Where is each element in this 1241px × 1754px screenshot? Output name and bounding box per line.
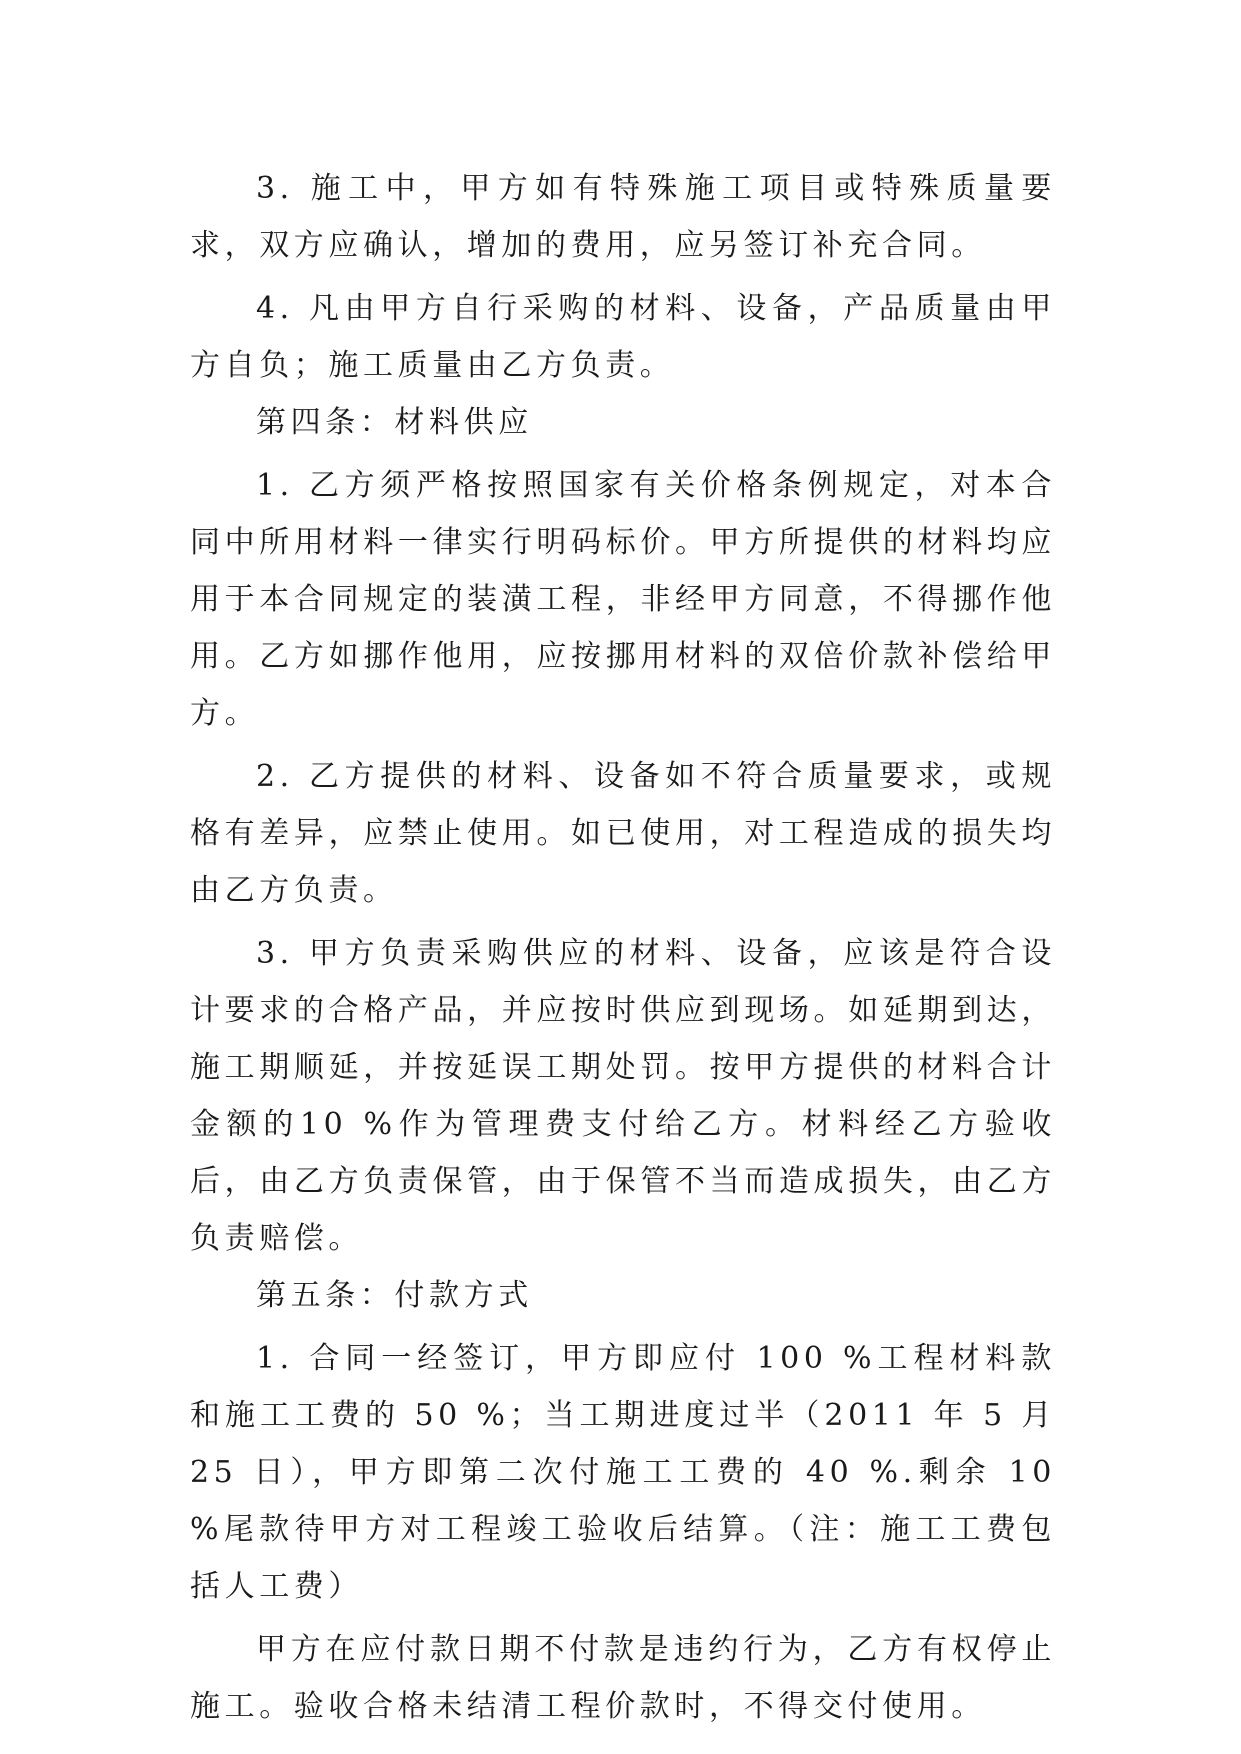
clause-4-item-2: 2. 乙方提供的材料、设备如不符合质量要求，或规格有差异，应禁止使用。如已使用，对工程造成的损失均由乙方负责。 (190, 759, 1056, 908)
section-heading-article-5: 第五条：付款方式 (256, 1278, 533, 1313)
clause-4-item-3: 3. 甲方负责采购供应的材料、设备，应该是符合设计要求的合格产品，并应按时供应到现场。如延期到达，施工期顺延，并按延误工期处罚。按甲方提供的材料合计金额的10 %作为管理费支付给乙方。材料经乙方验收后，由乙方负责保管，由于保管不当而造成损失，由乙方负责赔偿。 (190, 936, 1056, 1256)
clause-3-item-4: 4. 凡由甲方自行采购的材料、设备，产品质量由甲方自负；施工质量由乙方负责。 (190, 291, 1056, 383)
clause-5-item-1: 1. 合同一经签订，甲方即应付 100 %工程材料款和施工工费的 50 %；当工期进度过半（2011 年 5 月 25 日），甲方即第二次付施工工费的 40 %.剩余 10 %尾款待甲方对工程竣工验收后结算。（注：施工工费包括人工费） (190, 1341, 1056, 1604)
clause-3-item-3: 3. 施工中，甲方如有特殊施工项目或特殊质量要求，双方应确认，增加的费用，应另签订补充合同。 (190, 171, 1056, 263)
document-body (190, 160, 1056, 1735)
section-heading-article-4: 第四条：材料供应 (256, 405, 533, 440)
clause-4-item-1: 1. 乙方须严格按照国家有关价格条例规定，对本合同中所用材料一律实行明码标价。甲方所提供的材料均应用于本合同规定的装潢工程，非经甲方同意，不得挪作他用。乙方如挪作他用，应按挪用材料的双倍价款补偿给甲方。 (190, 468, 1056, 731)
clause-5-paragraph-2: 甲方在应付款日期不付款是违约行为，乙方有权停止施工。验收合格未结清工程价款时，不得交付使用。 (190, 1632, 1056, 1724)
